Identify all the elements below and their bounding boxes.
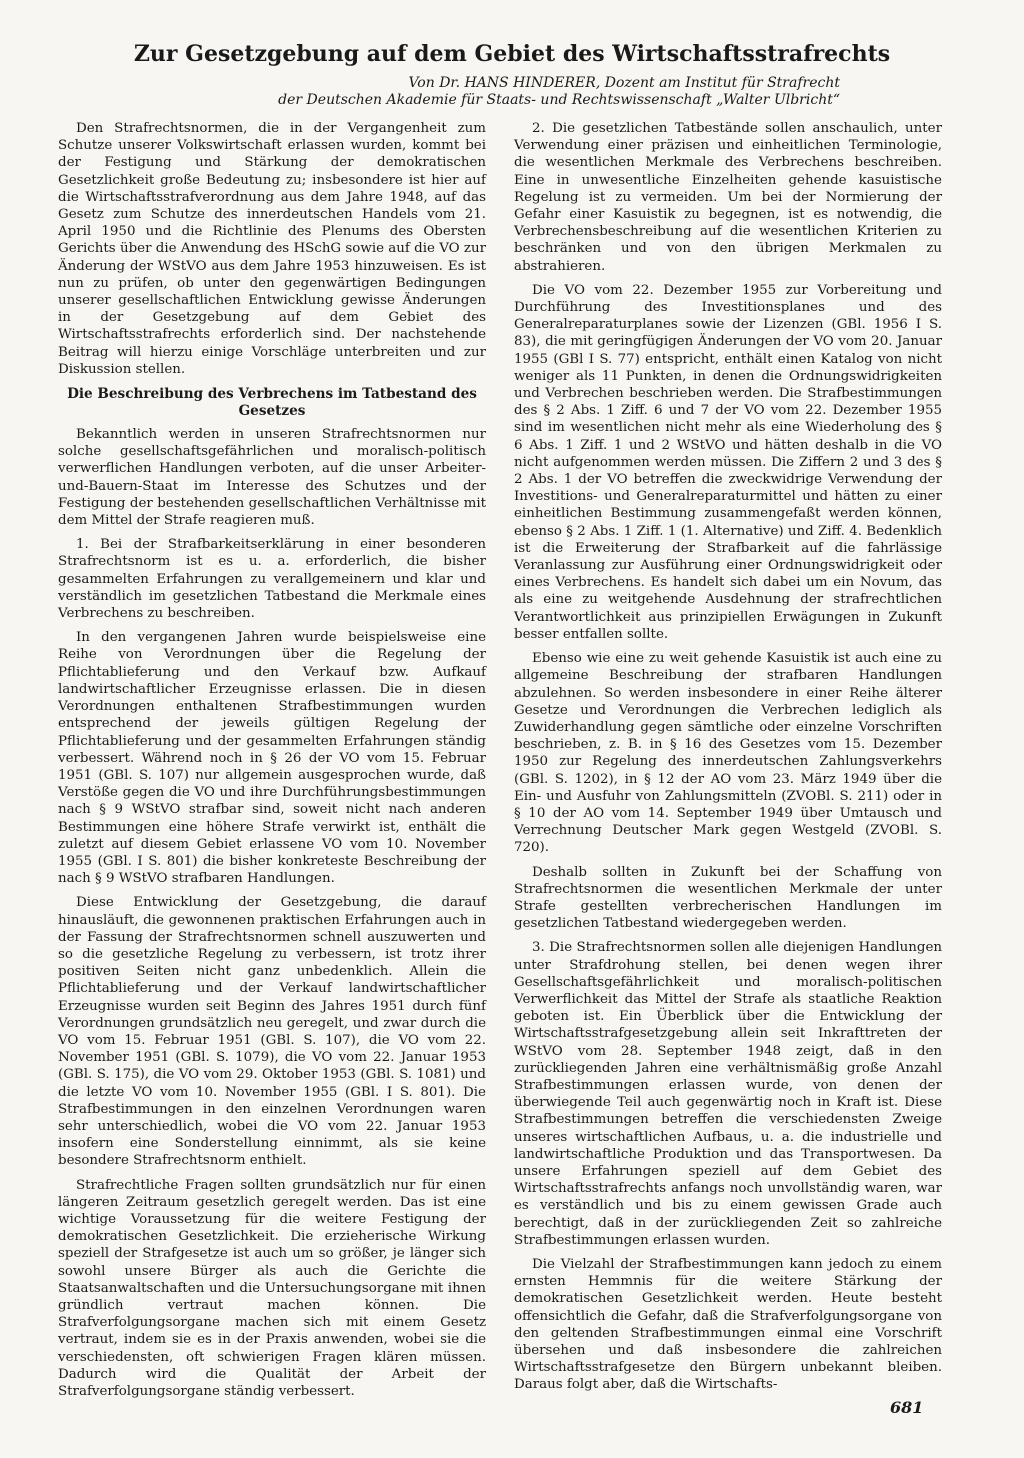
paragraph: In den vergangenen Jahren wurde beispielsweise eine Reihe von Verordnungen über die Regelung der Pflichtablieferung und den Verkauf bzw. Aufkauf landwirtschaftlicher Erzeugnisse erlassen. Die in diesen Verordnungen enthaltenen Strafbestimmungen wurden entsprechend der jeweils gültigen Regelung der Pflichtablieferung und der gesammelten Erfahrungen ständig verbessert. Während noch in § 26 der VO vom 15. Februar 1951 (GBl. S. 107) nur allgemein ausgesprochen wurde, daß Verstöße gegen die VO und ihre Durchführungsbestimmungen nach § 9 WStVO strafbar sind, soweit nicht nach anderen Bestimmungen eine höhere Strafe verwirkt ist, enthält die zuletzt auf diesem Gebiet erlassene VO vom 10. November 1955 (GBl. I S. 801) die bisher konkreteste Beschreibung der nach § 9 WStVO strafbaren Handlungen. <box>58 630 486 887</box>
byline-affiliation: der Deutschen Akademie für Staats- und Rechtswissenschaft „Walter Ulbricht“ <box>278 92 840 108</box>
paragraph: Den Strafrechtsnormen, die in der Vergangenheit zum Schutze unserer Volkswirtschaft erlassen wurden, kommt bei der Festigung und Stärkung der demokratischen Gesetzlichkeit große Bedeutung zu; insbesondere ist hier auf die Wirtschaftsstrafverordnung aus dem Jahre 1948, auf das Gesetz zum Schutze des innerdeutschen Handels vom 21. April 1950 und die Richtlinie des Plenums des Obersten Gerichts über die Anwendung des HSchG sowie auf die VO zur Änderung der WStVO aus dem Jahre 1953 hinzuweisen. Es ist nun zu prüfen, ob unter den gegenwärtigen Bedingungen unserer gesellschaftlichen Entwicklung gewisse Änderungen in der Gesetzgebung auf dem Gebiet des Wirtschaftsstrafrechts erforderlich sind. Der nachstehende Beitrag will hierzu einige Vorschläge unterbreiten und zur Diskussion stellen. <box>58 121 486 377</box>
paragraph: Die VO vom 22. Dezember 1955 zur Vorbereitung und Durchführung des Investitionsplanes und des Generalreparaturplanes sowie der Lizenzen (GBl. 1956 I S. 83), die mit geringfügigen Änderungen der VO vom 20. Januar 1955 (GBl I S. 77) entspricht, enthält einen Katalog von nicht weniger als 11 Punkten, in denen die Ordnungswidrigkeiten und Verbrechen beschrieben werden. Die Strafbestimmungen des § 2 Abs. 1 Ziff. 6 und 7 der VO vom 22. Dezember 1955 sind im wesentlichen nicht mehr als eine Wiederholung des § 6 Abs. 1 Ziff. 1 und 2 WStVO und hätten deshalb in die VO nicht aufgenommen werden müssen. Die Ziffern 2 und 3 des § 2 Abs. 1 der VO betreffen die zweckwidrige Verwendung der Investitions- und Generalreparaturmittel und hätten zu einer einheitlichen Bestimmung zusammengefaßt werden können, ebenso § 2 Abs. 1 Ziff. 1 (1. Alternative) und Ziff. 4. Bedenklich ist die Erweiterung der Strafbarkeit auf die fahrlässige Veranlassung zur Ausführung einer Ordnungswidrigkeit oder eines Verbrechens. Es handelt sich dabei um ein Novum, das als eine zu weitgehende Ausdehnung der strafrechtlichen Verantwortlichkeit aus prinzipiellen Erwägungen in Zukunft besser entfallen sollte. <box>514 282 942 642</box>
paragraph: Die Vielzahl der Strafbestimmungen kann jedoch zu einem ernsten Hemmnis für die weitere Stärkung der demokratischen Gesetzlichkeit werden. Heute besteht offensichtlich die Gefahr, daß die Strafverfolgungsorgane von den geltenden Strafbestimmungen einmal eine Vorschrift übersehen und daß insbesondere die zahlreichen Wirtschaftsstrafgesetze den Bürgern unbekannt bleiben. Daraus folgt aber, daß die Wirtschafts- <box>514 1257 942 1393</box>
paragraph: 2. Die gesetzlichen Tatbestände sollen anschaulich, unter Verwendung einer präzisen und einheitlichen Terminologie, die wesentlichen Merkmale des Verbrechens beschreiben. Eine in unwesentliche Einzelheiten gehende kasuistische Regelung ist zu vermeiden. Um bei der Normierung der Gefahr einer Kasuistik zu begegnen, ist es notwendig, die Verbrechensbeschreibung auf die wesentlichen Kriterien zu beschränken und von den übrigen Merkmalen zu abstrahieren. <box>514 121 942 274</box>
byline-author: Von Dr. HANS HINDERER, Dozent am Institut für Strafrecht <box>408 75 840 91</box>
article-title: Zur Gesetzgebung auf dem Gebiet des Wirtschaftsstrafrechts <box>133 41 891 67</box>
right-column <box>514 120 942 1401</box>
paragraph: Diese Entwicklung der Gesetzgebung, die darauf hinausläuft, die gewonnenen praktischen Erfahrungen auch in der Fassung der Strafrechtsnormen schnell auszuwerten und so die gesetzliche Regelung zu verbessern, ist trotz ihrer positiven Seiten nicht ganz unbedenklich. Allein die Pflichtablieferung und der Verkauf landwirtschaftlicher Erzeugnisse wurden seit Beginn des Jahres 1951 durch fünf Verordnungen grundsätzlich neu geregelt, und zwar durch die VO vom 15. Februar 1951 (GBl. S. 107), die VO vom 22. November 1951 (GBl. S. 1079), die VO vom 22. Januar 1953 (GBl. S. 175), die VO vom 29. Oktober 1953 (GBl. S. 1081) und die letzte VO vom 10. November 1955 (GBl. I S. 801). Die Strafbestimmungen in den einzelnen Verordnungen waren sehr unterschiedlich, wobei die VO vom 22. Januar 1953 insofern eine Sonderstellung einnimmt, als sie keine besondere Strafrechtsnorm enthielt. <box>58 895 486 1169</box>
paragraph: Ebenso wie eine zu weit gehende Kasuistik ist auch eine zu allgemeine Beschreibung der strafbaren Handlungen abzulehnen. So werden insbesondere in einer Reihe älterer Gesetze und Verordnungen die Verbrechen lediglich als Zuwiderhandlung gegen sämtliche oder einzelne Vorschriften beschrieben, z. B. in § 16 des Gesetzes vom 15. Dezember 1950 zur Regelung des innerdeutschen Zahlungsverkehrs (GBl. S. 1202), in § 12 der AO vom 23. März 1949 über die Ein- und Ausfuhr von Zahlungsmitteln (ZVOBl. S. 211) oder in § 10 der AO vom 14. September 1949 über Umtausch und Verrechnung Deutscher Mark gegen Westgeld (ZVOBl. S. 720). <box>514 651 942 856</box>
left-column <box>58 120 486 1407</box>
paragraph: Bekanntlich werden in unseren Strafrechtsnormen nur solche gesellschaftsgefährlichen und moralisch-politisch verwerflichen Handlungen verboten, auf die unser Arbeiter-und-Bauern-Staat im Interesse des Schutzes und der Festigung der bestehenden gesellschaftlichen Verhältnisse mit dem Mittel der Strafe reagieren muß. <box>58 427 486 529</box>
section-heading: Die Beschreibung des Verbrechens im Tatbestand des Gesetzes <box>67 386 477 420</box>
page-number: 681 <box>890 1398 924 1417</box>
paragraph: 1. Bei der Strafbarkeitserklärung in einer besonderen Strafrechtsnorm ist es u. a. erforderlich, die bisher gesammelten Erfahrungen zu verallgemeinern und klar und verständlich im gesetzlichen Tatbestand die Merkmale eines Verbrechens zu beschreiben. <box>58 537 486 622</box>
article-byline <box>60 75 840 109</box>
paragraph: 3. Die Strafrechtsnormen sollen alle diejenigen Handlungen unter Strafdrohung stellen, bei denen wegen ihrer Gesellschaftsgefährlichkeit und moralisch-politischen Verwerflichkeit das Mittel der Strafe als staatliche Reaktion geboten ist. Ein Überblick über die Entwicklung der Wirtschaftsstrafgesetzgebung allein seit Inkrafttreten der WStVO vom 28. September 1948 zeigt, daß in den zurückliegenden Jahren eine verhältnismäßig große Anzahl Strafbestimmungen erlassen wurde, von denen der überwiegende Teil auch gegenwärtig noch in Kraft ist. Diese Strafbestimmungen betreffen die verschiedensten Zweige unseres wirtschaftlichen Aufbaus, u. a. die industrielle und landwirtschaftliche Produktion und das Transportwesen. Da unsere Erfahrungen speziell auf dem Gebiet des Wirtschaftsstrafrechts anfangs noch unvollständig waren, war es verständlich und bis zu einem gewissen Grade auch berechtigt, daß in der zurückliegenden Zeit so zahlreiche Strafbestimmungen erlassen wurden. <box>514 940 942 1248</box>
paragraph: Strafrechtliche Fragen sollten grundsätzlich nur für einen längeren Zeitraum gesetzlich geregelt werden. Das ist eine wichtige Voraussetzung für die weitere Festigung der demokratischen Gesetzlichkeit. Die erzieherische Wirkung speziell der Strafgesetze ist auch um so größer, je länger sich sowohl unsere Bürger als auch die Gerichte die Staatsanwaltschaften und die Untersuchungsorgane mit ihnen gründlich vertraut machen können. Die Strafverfolgungsorgane machen sich mit einem Gesetz vertraut, indem sie es in der Praxis anwenden, wobei sie die verschiedensten, oft schwierigen Fragen klären müssen. Dadurch wird die Qualität der Arbeit der Strafverfolgungsorgane ständig verbessert. <box>58 1177 486 1400</box>
paragraph: Deshalb sollten in Zukunft bei der Schaffung von Strafrechtsnormen die wesentlichen Merkmale der unter Strafe gestellten verbrecherischen Handlungen im gesetzlichen Tatbestand wiedergegeben werden. <box>514 864 942 932</box>
